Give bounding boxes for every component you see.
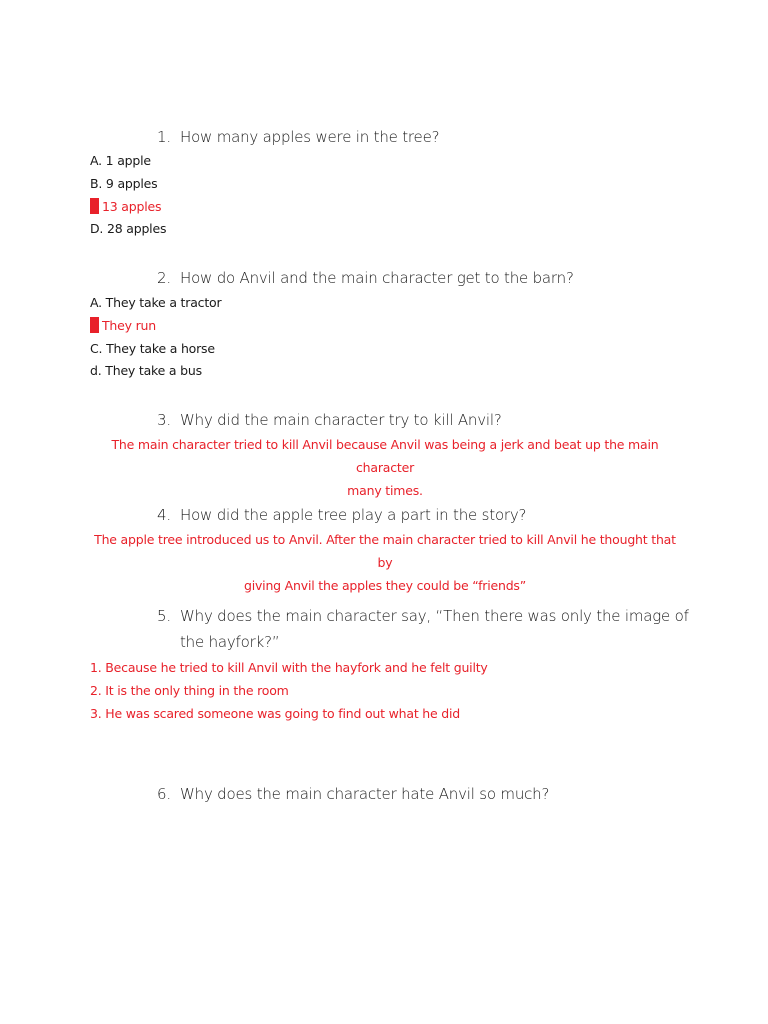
option-2d: d. They take a bus xyxy=(90,363,202,378)
option-2b-selected xyxy=(90,317,156,335)
question-text: How many apples were in the tree? xyxy=(180,128,440,146)
option-1a: A. 1 apple xyxy=(90,153,151,168)
question-6 xyxy=(157,781,549,807)
option-2a: A. They take a tractor xyxy=(90,295,222,310)
question-text: Why did the main character try to kill Anvil? xyxy=(180,411,502,429)
question-number: 6. xyxy=(157,785,171,803)
question-text-continued: the hayfork?” xyxy=(180,633,280,651)
answer-4 xyxy=(90,528,680,597)
question-3 xyxy=(157,407,502,433)
answer-line: The apple tree introduced us to Anvil. After the main character tried to kill Anvil he thought that by xyxy=(94,532,676,570)
question-text: Why does the main character say, “Then there was only the image of xyxy=(180,607,689,625)
question-number: 4. xyxy=(157,506,171,524)
question-1 xyxy=(157,124,439,150)
answer-line: giving Anvil the apples they could be “friends” xyxy=(243,578,527,593)
question-number: 1. xyxy=(157,128,171,146)
option-1c-selected xyxy=(90,198,161,216)
answer-5-2: 2. It is the only thing in the room xyxy=(90,683,289,698)
question-number: 2. xyxy=(157,269,171,287)
question-2 xyxy=(157,265,574,291)
question-text: How do Anvil and the main character get to the barn? xyxy=(180,269,574,287)
answer-5-3: 3. He was scared someone was going to find out what he did xyxy=(90,706,461,721)
question-number: 5. xyxy=(157,607,171,625)
selection-highlight xyxy=(90,198,99,214)
answer-5-1: 1. Because he tried to kill Anvil with the hayfork and he felt guilty xyxy=(90,660,488,675)
question-text: Why does the main character hate Anvil so much? xyxy=(180,785,550,803)
question-number: 3. xyxy=(157,411,171,429)
question-5 xyxy=(157,603,689,655)
answer-line: The main character tried to kill Anvil because Anvil was being a jerk and beat up the main character xyxy=(111,437,659,475)
selection-highlight xyxy=(90,317,99,333)
question-4 xyxy=(157,502,526,528)
answer-line: many times. xyxy=(347,483,423,498)
option-1d: D. 28 apples xyxy=(90,221,167,236)
option-text: They run xyxy=(102,318,157,333)
option-text: 13 apples xyxy=(102,199,162,214)
question-text: How did the apple tree play a part in the story? xyxy=(180,506,527,524)
option-1b: B. 9 apples xyxy=(90,176,158,191)
option-2c: C. They take a horse xyxy=(90,341,215,356)
answer-3 xyxy=(90,433,680,502)
